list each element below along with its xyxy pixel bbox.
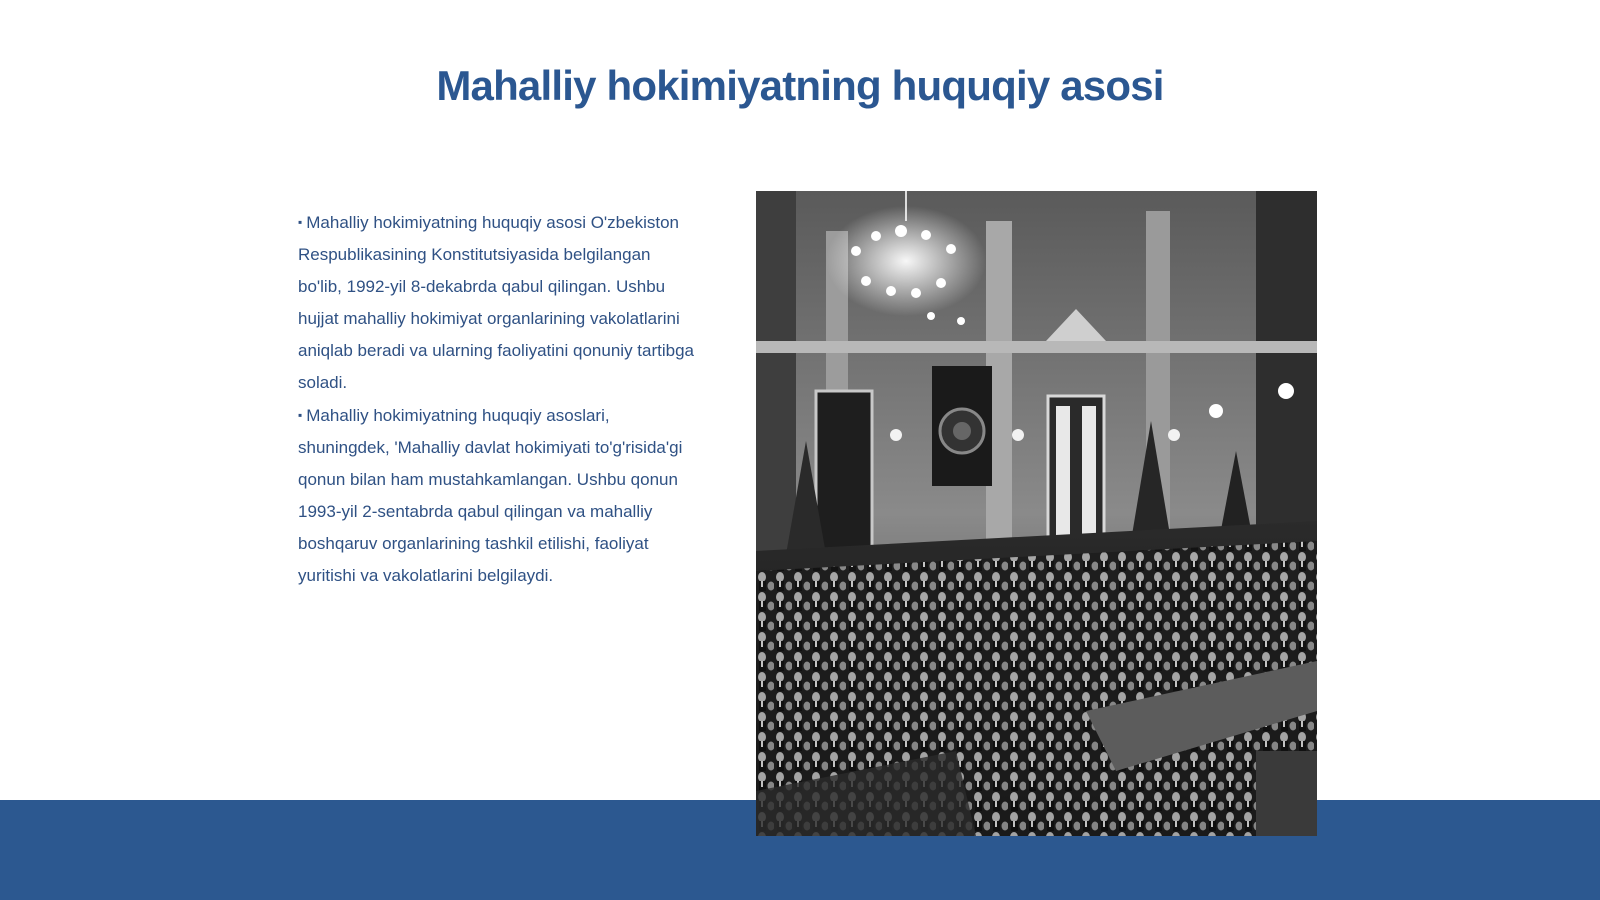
paragraph-2 (298, 399, 694, 592)
assembly-hall-illustration (756, 191, 1317, 836)
bullet-icon: ▪ (298, 215, 303, 229)
paragraph-1 (298, 206, 694, 399)
paragraph-2-text: Mahalliy hokimiyatning huquqiy asoslari, shuningdek, 'Mahalliy davlat hokimiyati to'g'risida'gi qonun bilan ham mustahkamlangan. Ushbu qonun 1993-yil 2-sentabrda qabul qilingan va mahalliy boshqaruv organlarining tashkil etilishi, faoliyat yuritishi va vakolatlarini belgilaydi. (298, 406, 683, 585)
bullet-icon: ▪ (298, 408, 303, 422)
body-text (298, 206, 694, 592)
assembly-hall-photo (756, 191, 1317, 836)
paragraph-1-text: Mahalliy hokimiyatning huquqiy asosi O'zbekiston Respublikasining Konstitutsiyasida belgilangan bo'lib, 1992-yil 8-dekabrda qabul qilingan. Ushbu hujjat mahalliy hokimiyat organlarining vakolatlarini aniqlab beradi va ularning faoliyatini qonuniy tartibga soladi. (298, 213, 694, 392)
slide-title: Mahalliy hokimiyatning huquqiy asosi (436, 62, 1164, 109)
